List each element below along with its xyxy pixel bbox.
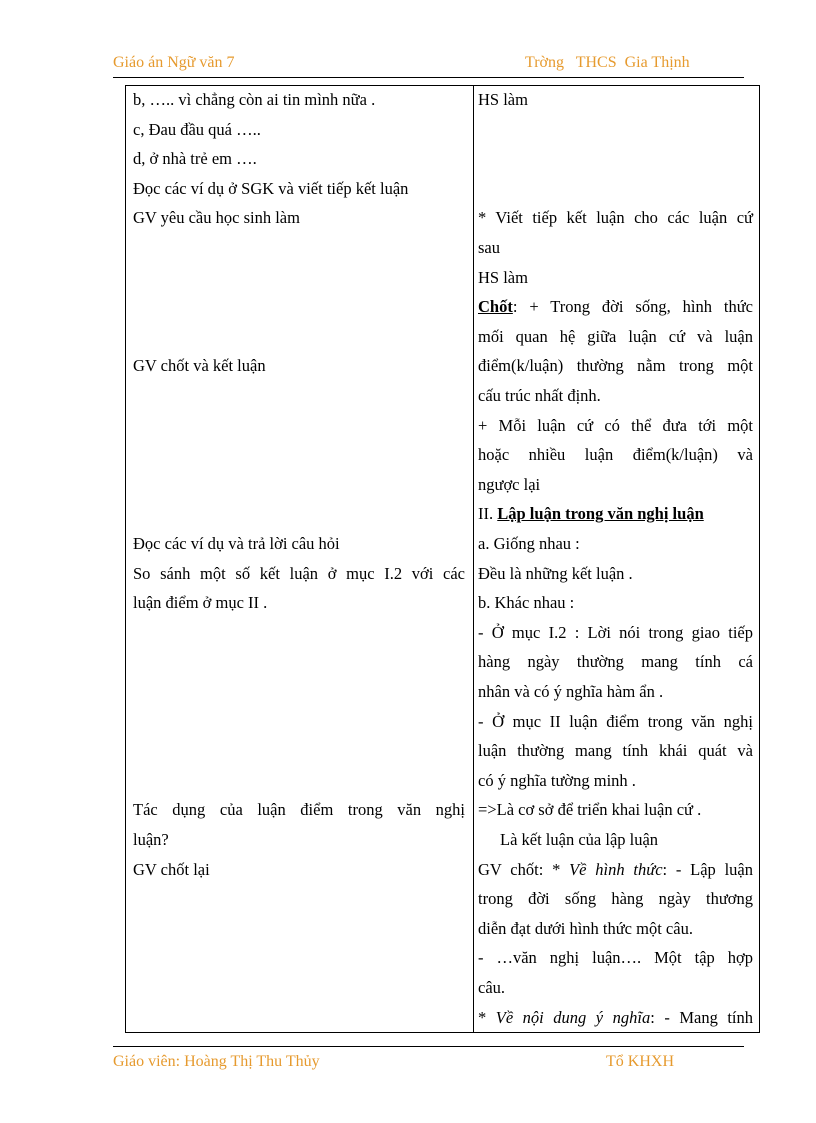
header-right: Trờng THCS Gia Thịnh xyxy=(525,54,690,71)
right-text: * xyxy=(478,1007,496,1027)
right-line: Đều là những kết luận . xyxy=(478,563,633,583)
left-line: c, Đau đầu quá ….. xyxy=(133,119,261,139)
left-line: Đọc các ví dụ và trả lời câu hỏi xyxy=(133,534,340,553)
lesson-table xyxy=(125,85,760,1033)
page-header xyxy=(113,53,744,78)
left-line: d, ở nhà trẻ em …. xyxy=(133,149,257,169)
left-line: luận? xyxy=(133,830,169,849)
left-line: luận điểm ở mục II . xyxy=(133,593,268,613)
left-line: Tác dụng của luận điểm trong văn nghị xyxy=(133,800,465,820)
chot-label: Chốt xyxy=(478,297,513,317)
right-line: luận thường mang tính khái quát và xyxy=(478,741,753,761)
right-line: nhân và có ý nghĩa hàm ẩn . xyxy=(478,682,664,701)
left-line: GV chốt lại xyxy=(133,859,210,879)
right-line xyxy=(478,1006,753,1036)
right-line: sau xyxy=(478,238,500,257)
right-line: hàng ngày thường mang tính cá xyxy=(478,652,753,672)
footer-left: Giáo viên: Hoàng Thị Thu Thủy xyxy=(113,1053,320,1070)
left-line: Đọc các ví dụ ở SGK và viết tiếp kết luận xyxy=(133,178,409,198)
right-line: - …văn nghị luận…. Một tập hợp xyxy=(478,948,753,968)
right-line: b. Khác nhau : xyxy=(478,593,575,613)
right-line: HS làm xyxy=(478,267,528,287)
right-line: =>Là cơ sở để triển khai luận cứ . xyxy=(478,800,702,820)
section-number: II. xyxy=(478,504,498,524)
left-line: GV chốt và kết luận xyxy=(133,356,266,376)
section-title: Lập luận trong văn nghị luận xyxy=(497,504,704,524)
right-line: Là kết luận của lập luận xyxy=(500,830,659,849)
left-line: GV yêu cầu học sinh làm xyxy=(133,208,300,228)
left-line: So sánh một số kết luận ở mục I.2 với các xyxy=(133,563,465,583)
right-line: - Ở mục II luận điểm trong văn nghị xyxy=(478,711,753,731)
right-text: : + Trong đời sống, hình thức xyxy=(512,297,753,317)
italic-term: Về nội dung ý nghĩa xyxy=(495,1007,651,1027)
right-line: mối quan hệ giữa luận cứ và luận xyxy=(478,326,753,346)
left-line: b, ….. vì chẳng còn ai tin mình nữa . xyxy=(133,90,376,109)
right-line: * Viết tiếp kết luận cho các luận cứ xyxy=(478,208,753,228)
right-text: : - Mang tính xyxy=(650,1007,753,1027)
right-line: + Mỗi luận cứ có thể đưa tới một xyxy=(478,415,753,435)
right-text: GV chốt: * xyxy=(478,859,570,879)
section-heading xyxy=(478,502,753,532)
right-line: ngược lại xyxy=(478,474,541,494)
right-line: trong đời sống hàng ngày thương xyxy=(478,889,753,909)
column-divider xyxy=(473,86,474,1032)
italic-term: Về hình thức xyxy=(569,859,663,879)
right-line: câu. xyxy=(478,978,506,997)
header-left: Giáo án Ngữ văn 7 xyxy=(113,54,235,71)
right-line: - Ở mục I.2 : Lời nói trong giao tiếp xyxy=(478,622,753,642)
right-line: HS làm xyxy=(478,90,528,109)
page-footer xyxy=(113,1046,744,1073)
right-line: hoặc nhiều luận điểm(k/luận) và xyxy=(478,445,753,465)
footer-right: Tổ KHXH xyxy=(606,1053,674,1070)
right-line: điểm(k/luận) thường nằm trong một xyxy=(478,356,753,376)
right-line xyxy=(478,295,753,325)
right-line: a. Giống nhau : xyxy=(478,534,580,553)
right-line: cấu trúc nhất định. xyxy=(478,386,601,405)
right-text: : - Lập luận xyxy=(662,859,753,879)
right-line xyxy=(478,858,753,888)
right-line: diễn đạt dưới hình thức một câu. xyxy=(478,918,693,938)
right-line: có ý nghĩa tường minh . xyxy=(478,770,636,790)
